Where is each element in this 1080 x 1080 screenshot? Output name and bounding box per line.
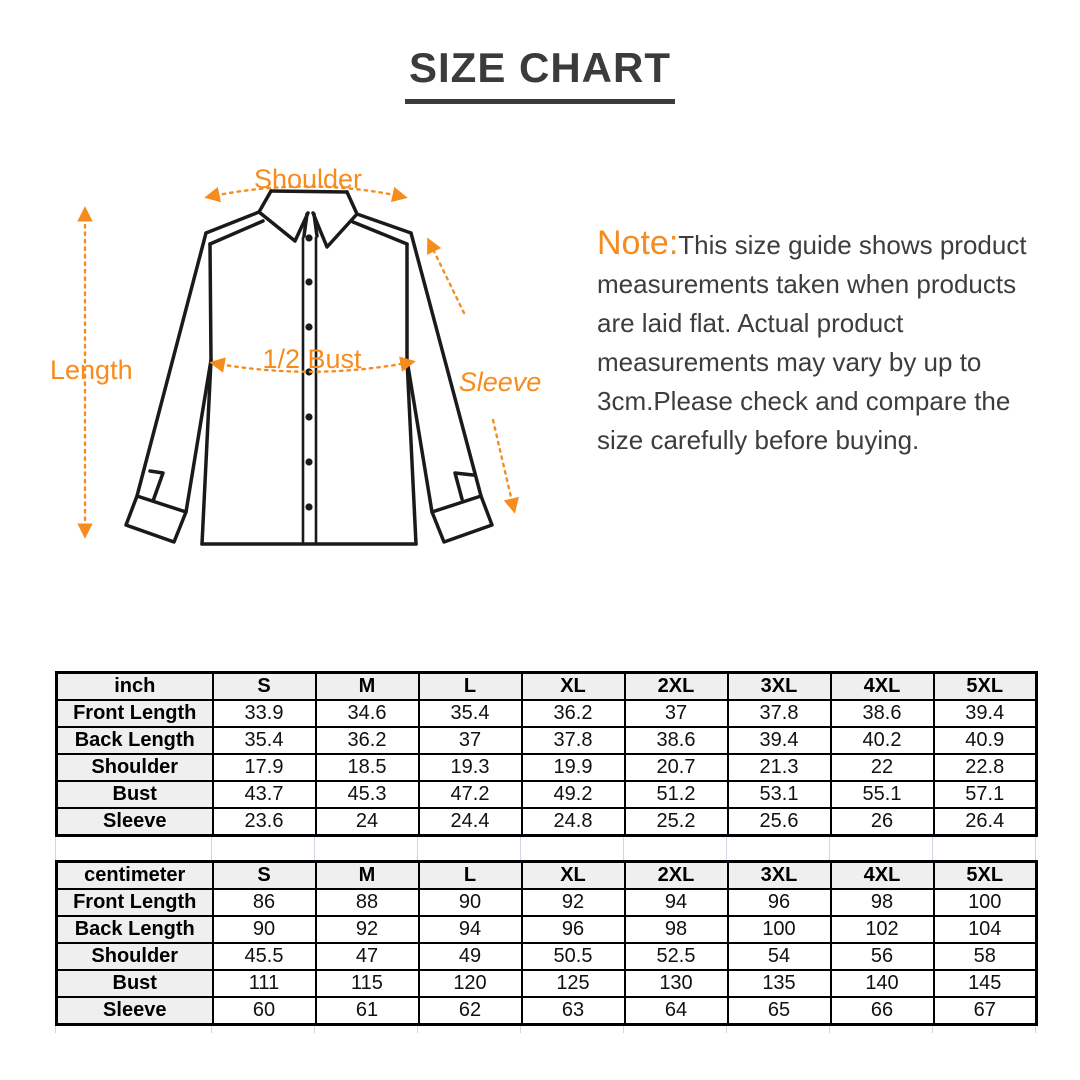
measurement-row: [57, 781, 1037, 808]
gridline-stub: [727, 1026, 830, 1033]
page-title-text: SIZE CHART: [405, 44, 675, 104]
value-cell: 39.4: [728, 727, 831, 754]
sleeve-label: Sleeve: [458, 367, 542, 397]
value-cell: 43.7: [213, 781, 316, 808]
value-cell: 24: [316, 808, 419, 836]
size-header-cell: M: [316, 673, 419, 701]
size-header-cell: S: [213, 673, 316, 701]
value-cell: 63: [522, 997, 625, 1025]
value-cell: 19.9: [522, 754, 625, 781]
value-cell: 40.2: [831, 727, 934, 754]
value-cell: 49: [419, 943, 522, 970]
gridline-gap-bottom: [55, 1026, 1036, 1033]
left-cuff-slit: [150, 471, 163, 501]
size-header-cell: 3XL: [728, 673, 831, 701]
size-header-cell: 4XL: [831, 862, 934, 890]
value-cell: 86: [213, 889, 316, 916]
gridline-stub: [830, 837, 933, 860]
shirt-diagram-svg: [40, 150, 580, 580]
size-header-cell: L: [419, 862, 522, 890]
collar-band: [304, 214, 317, 236]
size-header-cell: 5XL: [934, 673, 1037, 701]
collar-right-flap: [313, 192, 357, 247]
value-cell: 98: [625, 916, 728, 943]
size-header-cell: XL: [522, 862, 625, 890]
value-cell: 36.2: [316, 727, 419, 754]
value-cell: 130: [625, 970, 728, 997]
value-cell: 52.5: [625, 943, 728, 970]
value-cell: 60: [213, 997, 316, 1025]
gridline-stub: [212, 1026, 315, 1033]
note-prefix: Note:: [597, 224, 679, 262]
value-cell: 20.7: [625, 754, 728, 781]
size-header-cell: 5XL: [934, 862, 1037, 890]
gridline-stub: [830, 1026, 933, 1033]
gridline-stub: [521, 837, 624, 860]
left-sleeve: [137, 233, 211, 512]
row-label-cell: Bust: [57, 970, 213, 997]
sleeve-arrow-top: [429, 241, 464, 313]
shoulder-label: Shoulder: [253, 164, 363, 194]
value-cell: 40.9: [934, 727, 1037, 754]
value-cell: 38.6: [831, 700, 934, 727]
value-cell: 62: [419, 997, 522, 1025]
value-cell: 24.4: [419, 808, 522, 836]
value-cell: 36.2: [522, 700, 625, 727]
value-cell: 33.9: [213, 700, 316, 727]
value-cell: 35.4: [419, 700, 522, 727]
size-header-cell: M: [316, 862, 419, 890]
gridline-stub: [418, 837, 521, 860]
value-cell: 135: [728, 970, 831, 997]
row-label-cell: Front Length: [57, 889, 213, 916]
unit-header-cell: inch: [57, 673, 213, 701]
value-cell: 98: [831, 889, 934, 916]
value-cell: 92: [522, 889, 625, 916]
measurement-annotations: [50, 164, 541, 535]
value-cell: 51.2: [625, 781, 728, 808]
value-cell: 37.8: [728, 700, 831, 727]
value-cell: 125: [522, 970, 625, 997]
row-label-cell: Back Length: [57, 916, 213, 943]
size-header-cell: 2XL: [625, 862, 728, 890]
page-title: [0, 44, 1080, 104]
gridline-stub: [624, 1026, 727, 1033]
note-section: [597, 224, 1049, 460]
right-cuff-slit: [455, 473, 473, 499]
value-cell: 37: [419, 727, 522, 754]
value-cell: 47.2: [419, 781, 522, 808]
row-label-cell: Sleeve: [57, 997, 213, 1025]
gridline-stub: [315, 1026, 418, 1033]
measurement-row: [57, 916, 1037, 943]
value-cell: 19.3: [419, 754, 522, 781]
size-table-inch: [55, 671, 1038, 837]
gridline-stub: [727, 837, 830, 860]
value-cell: 102: [831, 916, 934, 943]
value-cell: 25.2: [625, 808, 728, 836]
value-cell: 47: [316, 943, 419, 970]
value-cell: 34.6: [316, 700, 419, 727]
measurement-row: [57, 727, 1037, 754]
value-cell: 111: [213, 970, 316, 997]
left-cuff: [126, 496, 186, 542]
length-label: Length: [50, 355, 133, 385]
value-cell: 96: [522, 916, 625, 943]
measurement-row: [57, 700, 1037, 727]
value-cell: 100: [728, 916, 831, 943]
sleeve-arrow-bottom: [493, 420, 514, 510]
value-cell: 37.8: [522, 727, 625, 754]
right-cuff: [432, 496, 492, 542]
value-cell: 145: [934, 970, 1037, 997]
value-cell: 64: [625, 997, 728, 1025]
measurement-row: [57, 943, 1037, 970]
size-header-cell: S: [213, 862, 316, 890]
note-body: This size guide shows product measurements taken when products are laid flat. Actual product measurements may vary by up to 3cm.Please check and compare the size carefully before buying.: [597, 230, 1027, 455]
value-cell: 21.3: [728, 754, 831, 781]
header-row: [57, 673, 1037, 701]
value-cell: 24.8: [522, 808, 625, 836]
value-cell: 66: [831, 997, 934, 1025]
size-header-cell: 4XL: [831, 673, 934, 701]
value-cell: 17.9: [213, 754, 316, 781]
value-cell: 88: [316, 889, 419, 916]
value-cell: 90: [213, 916, 316, 943]
gridline-stub: [315, 837, 418, 860]
collar-left-flap: [259, 191, 308, 241]
value-cell: 35.4: [213, 727, 316, 754]
size-header-cell: 3XL: [728, 862, 831, 890]
shirt-measurement-diagram: [40, 150, 580, 580]
value-cell: 45.3: [316, 781, 419, 808]
value-cell: 54: [728, 943, 831, 970]
bust-label: 1/2 Bust: [262, 344, 362, 374]
row-label-cell: Sleeve: [57, 808, 213, 836]
value-cell: 94: [419, 916, 522, 943]
gridline-stub: [521, 1026, 624, 1033]
value-cell: 26.4: [934, 808, 1037, 836]
header-row: [57, 862, 1037, 890]
row-label-cell: Back Length: [57, 727, 213, 754]
size-header-cell: L: [419, 673, 522, 701]
value-cell: 25.6: [728, 808, 831, 836]
gridline-stub: [56, 1026, 212, 1033]
value-cell: 39.4: [934, 700, 1037, 727]
value-cell: 94: [625, 889, 728, 916]
value-cell: 56: [831, 943, 934, 970]
row-label-cell: Front Length: [57, 700, 213, 727]
value-cell: 67: [934, 997, 1037, 1025]
value-cell: 53.1: [728, 781, 831, 808]
row-label-cell: Shoulder: [57, 943, 213, 970]
value-cell: 61: [316, 997, 419, 1025]
value-cell: 23.6: [213, 808, 316, 836]
value-cell: 57.1: [934, 781, 1037, 808]
gridline-stub: [418, 1026, 521, 1033]
size-table-centimeter: [55, 860, 1038, 1026]
value-cell: 18.5: [316, 754, 419, 781]
size-header-cell: 2XL: [625, 673, 728, 701]
value-cell: 92: [316, 916, 419, 943]
value-cell: 58: [934, 943, 1037, 970]
row-label-cell: Shoulder: [57, 754, 213, 781]
measurement-row: [57, 997, 1037, 1025]
value-cell: 96: [728, 889, 831, 916]
row-label-cell: Bust: [57, 781, 213, 808]
value-cell: 22: [831, 754, 934, 781]
value-cell: 140: [831, 970, 934, 997]
size-header-cell: XL: [522, 673, 625, 701]
measurement-row: [57, 970, 1037, 997]
value-cell: 90: [419, 889, 522, 916]
measurement-row: [57, 889, 1037, 916]
gridline-gap: [55, 837, 1036, 860]
gridline-stub: [56, 837, 212, 860]
gridline-stub: [933, 837, 1036, 860]
value-cell: 26: [831, 808, 934, 836]
gridline-stub: [212, 837, 315, 860]
value-cell: 65: [728, 997, 831, 1025]
value-cell: 120: [419, 970, 522, 997]
value-cell: 55.1: [831, 781, 934, 808]
value-cell: 38.6: [625, 727, 728, 754]
measurement-row: [57, 808, 1037, 836]
gridline-stub: [933, 1026, 1036, 1033]
value-cell: 100: [934, 889, 1037, 916]
value-cell: 22.8: [934, 754, 1037, 781]
measurement-row: [57, 754, 1037, 781]
value-cell: 115: [316, 970, 419, 997]
value-cell: 37: [625, 700, 728, 727]
gridline-stub: [624, 837, 727, 860]
body-sides: [202, 244, 416, 544]
unit-header-cell: centimeter: [57, 862, 213, 890]
value-cell: 50.5: [522, 943, 625, 970]
value-cell: 104: [934, 916, 1037, 943]
value-cell: 45.5: [213, 943, 316, 970]
value-cell: 49.2: [522, 781, 625, 808]
